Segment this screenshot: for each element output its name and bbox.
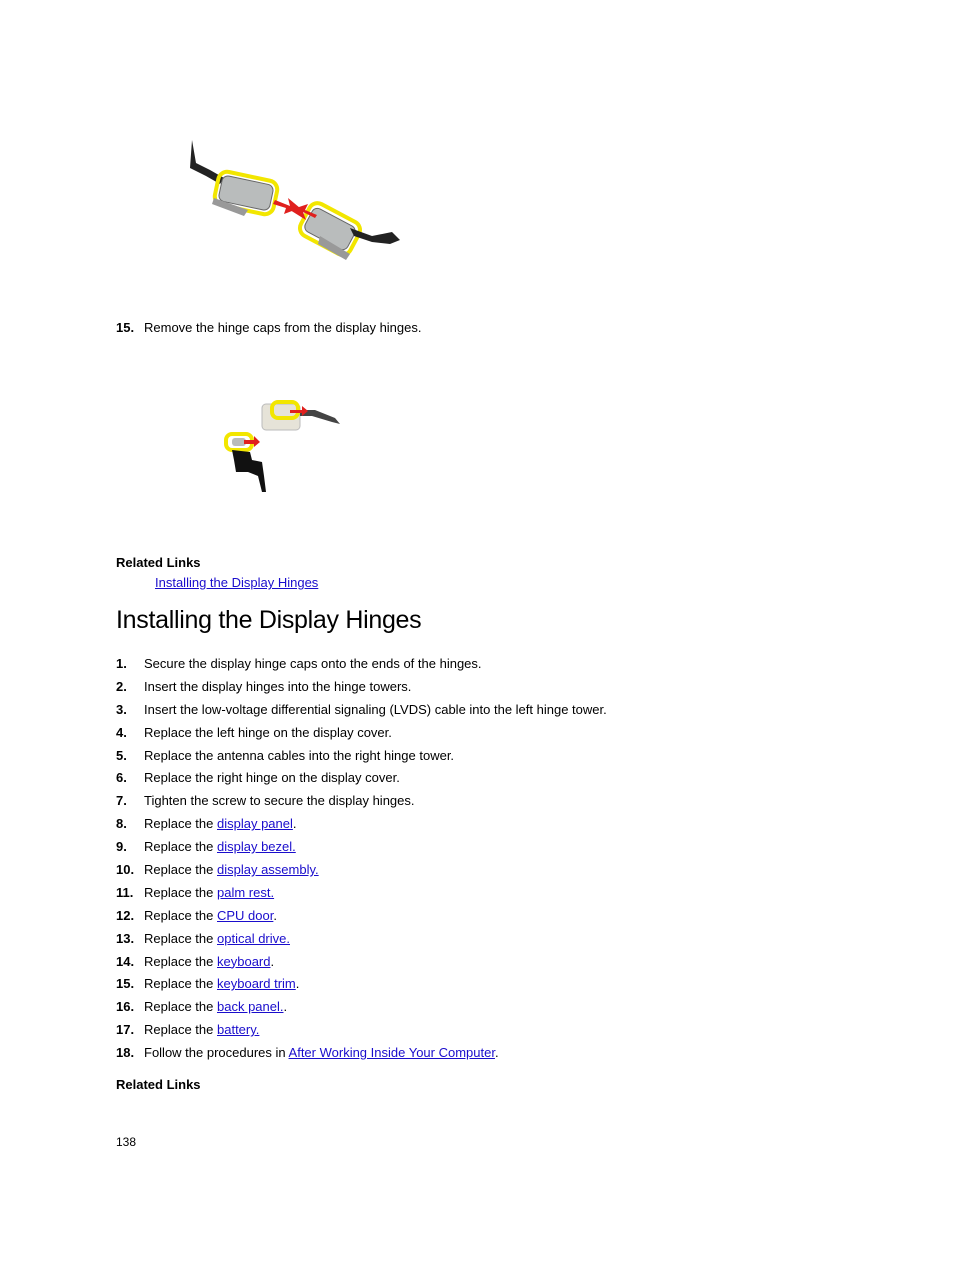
step-text-prefix: Replace the [144,839,217,855]
step-text-suffix: . [270,953,275,969]
step-text-prefix: Replace the [144,999,217,1015]
step-link[interactable]: display bezel. [217,839,296,855]
step-link[interactable]: CPU door [217,907,274,923]
step-number: 2. [116,678,127,694]
step-number: 8. [116,816,127,832]
hinge-caps-illustration [140,380,410,540]
step-number: 7. [116,793,127,809]
step-item [116,770,607,793]
step-link[interactable]: battery. [217,1022,260,1038]
step-text: Tighten the screw to secure the display hinges. [144,793,415,809]
page-number: 138 [116,1135,137,1149]
step-text-prefix: Follow the procedures in [144,1045,289,1061]
step-item [116,976,607,999]
step-item [116,954,607,977]
step-text: Remove the hinge caps from the display hinges. [144,320,422,335]
step-item [116,1045,607,1068]
link-installing-display-hinges[interactable]: Installing the Display Hinges [155,575,319,590]
step-text: Secure the display hinge caps onto the ends of the hinges. [144,656,482,671]
step-item [116,725,607,748]
step-number: 1. [116,656,127,671]
step-link[interactable]: palm rest. [217,884,275,900]
step-item [116,908,607,931]
step-number: 6. [116,770,127,786]
step-text-prefix: Replace the [144,930,217,946]
step-number: 15. [116,320,135,335]
step-number: 3. [116,701,127,717]
step-link[interactable]: keyboard [217,953,271,969]
step-text-prefix: Replace the [144,953,217,969]
step-text-prefix: Replace the [144,1022,217,1038]
step-number: 17. [116,1022,135,1038]
step-number: 5. [116,747,127,763]
step-15-remove-caps [116,320,422,335]
step-item [116,885,607,908]
related-links-heading-2: Related Links [116,1077,201,1092]
step-number: 15. [116,976,135,992]
step-text: Replace the right hinge on the display cover. [144,770,400,786]
figure-hinge-caps [140,380,410,540]
step-text-suffix: . [283,999,288,1015]
step-item [116,748,607,771]
figure-hinge-removal [140,118,420,308]
step-text: Insert the low-voltage differential signaling (LVDS) cable into the left hinge tower. [144,701,607,717]
step-number: 9. [116,839,127,855]
step-number: 11. [116,884,134,900]
step-item [116,862,607,885]
step-item [116,702,607,725]
step-text-suffix: . [295,976,300,992]
step-item [116,931,607,954]
step-item [116,1022,607,1045]
step-link[interactable]: display assembly. [217,862,319,878]
step-text-prefix: Replace the [144,816,217,832]
step-number: 13. [116,930,135,946]
step-number: 10. [116,862,135,878]
step-link[interactable]: optical drive. [217,930,290,946]
step-text: Insert the display hinges into the hinge towers. [144,678,412,694]
step-text-prefix: Replace the [144,862,217,878]
hinge-removal-illustration [140,118,420,308]
step-item [116,679,607,702]
step-text: Replace the antenna cables into the right hinge tower. [144,747,455,763]
step-item [116,839,607,862]
installation-steps-list [116,656,607,1068]
step-text: Replace the left hinge on the display cover. [144,724,392,740]
step-item [116,793,607,816]
section-title: Installing the Display Hinges [116,606,422,634]
step-number: 14. [116,953,135,969]
step-text-suffix: . [494,1045,499,1061]
step-link[interactable]: display panel [217,816,293,832]
step-link[interactable]: keyboard trim [217,976,296,992]
step-number: 12. [116,907,135,923]
step-link[interactable]: back panel. [217,999,284,1015]
step-item [116,656,607,679]
step-text-prefix: Replace the [144,884,217,900]
step-item [116,999,607,1022]
step-text-suffix: . [292,816,297,832]
step-number: 16. [116,999,135,1015]
related-link-container [155,575,318,590]
step-text-prefix: Replace the [144,907,217,923]
step-text-suffix: . [273,907,277,923]
step-item [116,816,607,839]
step-text-prefix: Replace the [144,976,217,992]
step-number: 18. [116,1045,135,1061]
step-link[interactable]: After Working Inside Your Computer [288,1045,495,1061]
step-number: 4. [116,724,127,740]
related-links-heading: Related Links [116,555,201,570]
